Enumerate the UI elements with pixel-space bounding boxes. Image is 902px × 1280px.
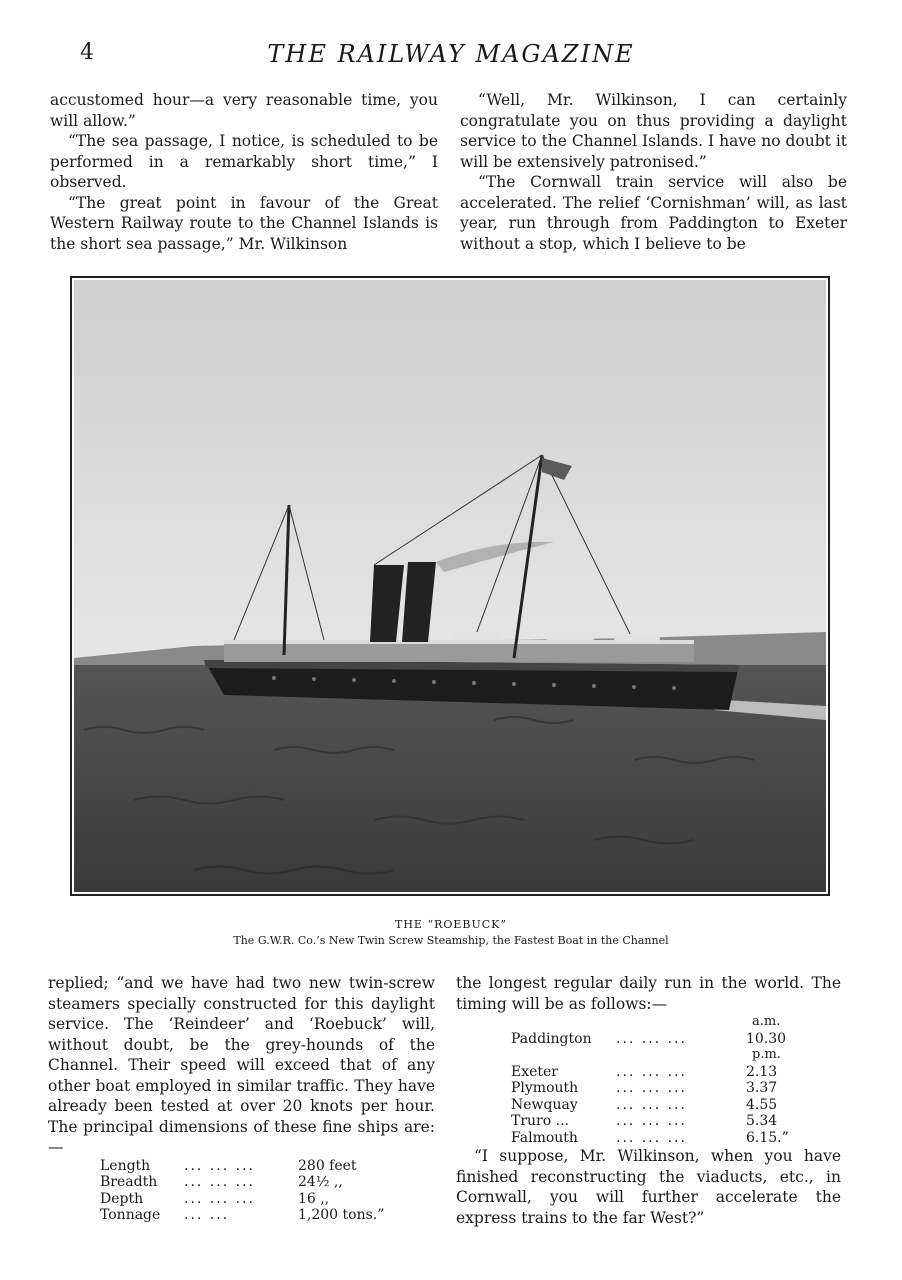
station-time: 6.15.” (746, 1129, 789, 1146)
leader-dots: ... ... ... (184, 1157, 255, 1174)
leader-dots: ... ... ... (616, 1113, 687, 1129)
table-row (511, 1097, 789, 1114)
station-time: 2.13 (746, 1063, 778, 1080)
paragraph: “The great point in favour of the Great Western Railway route to the Channel Islands is the short sea passage,” Mr. Wilkinson (50, 193, 438, 253)
station-name: Exeter (511, 1063, 559, 1080)
top-right-column (460, 90, 847, 254)
bottom-right-column (456, 973, 841, 1228)
station-time: 10.30 (746, 1030, 787, 1047)
station-time: 5.34 (746, 1113, 778, 1129)
leader-dots: ... ... ... (616, 1080, 687, 1096)
paragraph: replied; “and we have had two new twin-screw steamers specially constructed for this daylight service. The ‘Reindeer’ and ‘Roebuck’ will, without doubt, be the grey-hounds of the Channel. Their speed will exceed that of any other boat employed in similar traffic. They have already been tested at over 20 knots per hour. The principal dimensions of these fine ships are:— (48, 974, 435, 1156)
table-row (100, 1174, 384, 1191)
top-left-column (50, 90, 438, 254)
table-row (100, 1207, 384, 1224)
table-row (100, 1158, 384, 1175)
table-row (511, 1080, 789, 1097)
figure-caption-title: THE “ROEBUCK” (394, 918, 508, 931)
running-title: THE RAILWAY MAGAZINE (267, 40, 635, 68)
table-row (100, 1191, 384, 1208)
steamship-photo-frame (70, 276, 830, 896)
paragraph: “The Cornwall train service will also be accelerated. The relief ‘Cornishman’ will, as last year, run through from Paddington to Exeter without a stop, which I believe to be (460, 173, 847, 253)
table-row (511, 1113, 789, 1130)
leader-dots: ... ... ... (616, 1063, 687, 1080)
leader-dots: ... ... (184, 1207, 230, 1223)
dimension-label: Length (100, 1157, 151, 1174)
ship-dimensions-table (100, 1158, 384, 1224)
table-row (511, 1014, 789, 1031)
dimension-value: 24½ ,, (298, 1174, 343, 1190)
station-name: Falmouth (511, 1129, 578, 1146)
table-row (511, 1031, 789, 1048)
dimension-label: Breadth (100, 1174, 158, 1190)
table-row (511, 1130, 789, 1147)
leader-dots: ... ... ... (616, 1096, 687, 1113)
dimension-value: 16 ,, (298, 1190, 330, 1207)
leader-dots: ... ... ... (616, 1129, 687, 1146)
dimension-value: 1,200 tons.” (298, 1207, 385, 1223)
dimension-value: 280 feet (298, 1157, 357, 1174)
dimension-label: Tonnage (100, 1207, 161, 1223)
leader-dots: ... ... ... (184, 1174, 255, 1190)
bottom-left-column (48, 973, 435, 1224)
station-time: 4.55 (746, 1096, 778, 1113)
station-name: Newquay (511, 1096, 578, 1113)
dimension-label: Depth (100, 1190, 144, 1207)
leader-dots: ... ... ... (616, 1030, 687, 1047)
pm-label: p.m. (752, 1047, 781, 1062)
figure-caption-subtitle: The G.W.R. Co.’s New Twin Screw Steamship, the Fastest Boat in the Channel (233, 934, 669, 947)
paragraph: accustomed hour—a very reasonable time, you will allow.” (50, 91, 438, 130)
station-name: Truro ... (511, 1113, 569, 1129)
paragraph: the longest regular daily run in the world. The timing will be as follows:— (456, 974, 841, 1013)
steamship-photograph (74, 280, 826, 892)
am-label: a.m. (752, 1014, 781, 1029)
station-name: Plymouth (511, 1080, 579, 1096)
paragraph: “I suppose, Mr. Wilkinson, when you have finished reconstructing the viaducts, etc., in Cornwall, you will further accelerate the express trains to the far West?” (456, 1147, 841, 1227)
leader-dots: ... ... ... (184, 1190, 255, 1207)
train-timing-table (511, 1014, 789, 1146)
paragraph: “Well, Mr. Wilkinson, I can certainly congratulate you on thus providing a daylight service to the Channel Islands. I have no doubt it will be extensively patronised.” (460, 91, 847, 171)
page-number: 4 (80, 40, 94, 65)
table-row (511, 1064, 789, 1081)
table-row (511, 1047, 789, 1064)
station-name: Paddington (511, 1030, 592, 1047)
paragraph: “The sea passage, I notice, is scheduled to be performed in a remarkably short time,” I observed. (50, 132, 438, 191)
station-time: 3.37 (746, 1080, 778, 1096)
